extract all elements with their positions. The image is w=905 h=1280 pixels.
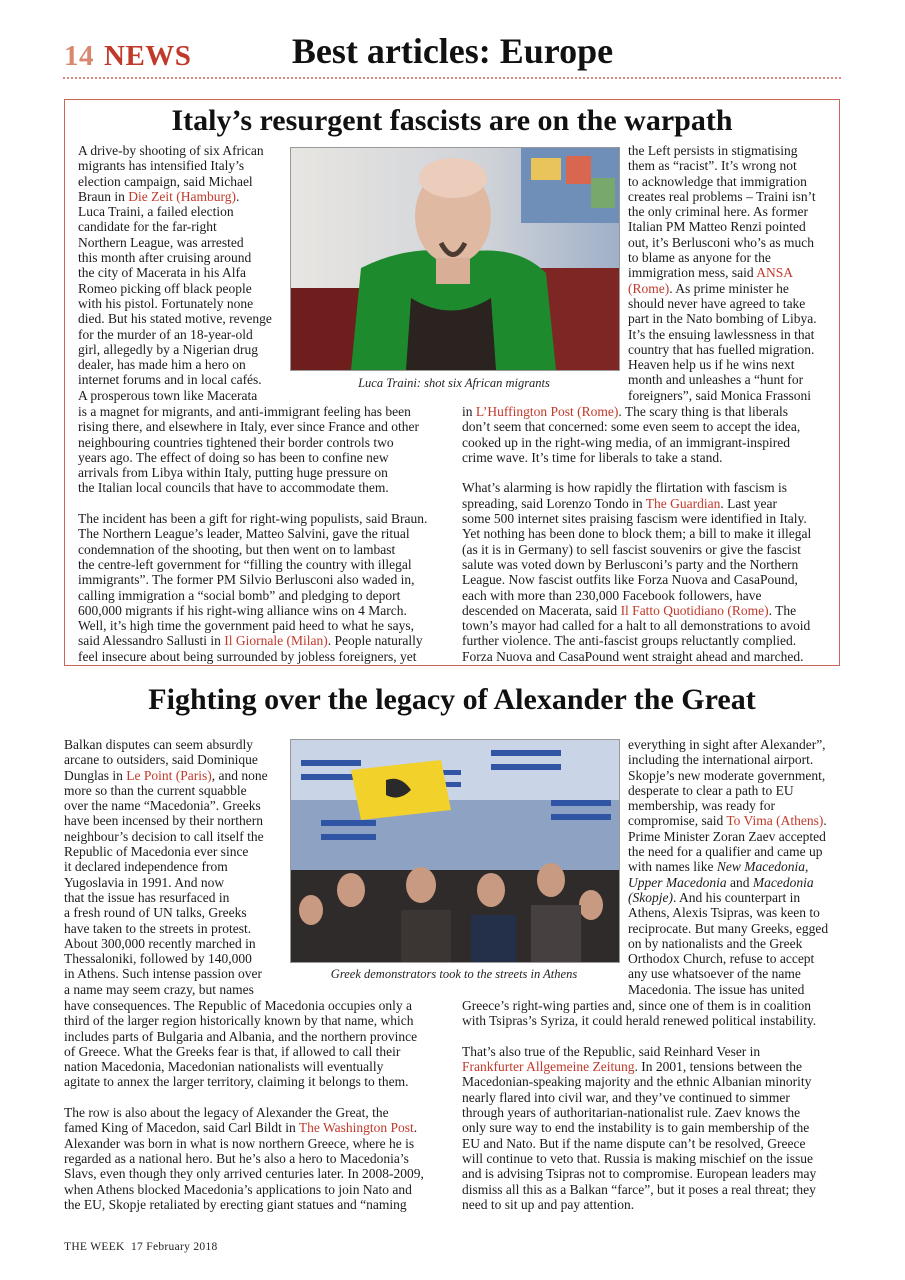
text-line: Slavs, even though they only arrived centuries later. In 2008-2009, [64, 1166, 424, 1182]
article2-photo-graphic [291, 740, 619, 962]
text-line: Greece’s right-wing parties and, since one of them is in coalition [462, 998, 812, 1013]
text-line: through years of authoritarian-nationalist rule. Zaev knows the [462, 1105, 801, 1121]
text-line: regarded as a national hero. But he’s also a hero to Macedonia’s [64, 1150, 409, 1166]
publication-link: The Guardian [645, 495, 721, 511]
text-line: Braun in Die Zeit (Hamburg). [78, 188, 240, 204]
text-line: famed King of Macedon, said Carl Bildt in The Washington Post. [64, 1120, 418, 1136]
text-line: the city of Macerata in his Alfa [78, 265, 246, 281]
article1-left-narrow [78, 143, 288, 403]
text-line: salute was voted down by Berlusconi’s party and the Northern [462, 556, 799, 572]
text-line: have consequences. The Republic of Macedonia occupies only a [64, 998, 413, 1013]
article1-photo-caption: Luca Traini: shot six African migrants [358, 376, 550, 390]
article2-headline: Fighting over the legacy of Alexander the Great [148, 683, 756, 716]
article2-left-wide [64, 998, 454, 1212]
text-line: on by nationalists and the Greek [628, 935, 803, 951]
text-line: with names like New Macedonia, [628, 859, 809, 875]
text-line: more so than the current squabble [64, 782, 247, 798]
text-line: month and unleashes a “hunt for [628, 372, 804, 388]
text-line: them as “racist”. It’s wrong not [628, 158, 797, 174]
text-line: Republic of Macedonia ever since [64, 844, 249, 860]
text-line: includes parts of Bulgaria and Albania, and the northern province [64, 1028, 418, 1044]
text-line: agitate to annex the larger territory, claiming it belongs to them. [64, 1074, 409, 1090]
text-line: cooked up in the right-wing media, of an immigrant-inspired [462, 434, 791, 450]
text-line: Well, it’s high time the government paid heed to what he says, [78, 618, 414, 634]
text-line: immigrants”. The former PM Silvio Berlusconi also waded in, [78, 572, 415, 588]
text-line: in Athens. Such intense passion over [64, 966, 262, 982]
text-line: League. Now fascist outfits like Forza Nuova and CasaPound, [462, 572, 798, 588]
text-line: desperate to clear a path to EU [628, 782, 794, 798]
section-label: NEWS [104, 40, 192, 72]
text-line: when Athens blocked Macedonia’s applications to join Nato and [64, 1181, 412, 1197]
text-line: condemnation of the shooting, but then went on to lambast [78, 541, 396, 557]
text-line: will continue to veto that. Russia is making mischief on the issue [462, 1150, 813, 1166]
header-divider [63, 77, 841, 79]
text-line: rising there, and elsewhere in Italy, ever since France and other [78, 419, 419, 435]
text-line: 600,000 migrants if his right-wing alliance wins on 4 March. [78, 602, 407, 618]
text-line: election campaign, said Michael [78, 173, 253, 189]
text-line: nearly flared into civil war, and they’ve continued to simmer [462, 1089, 790, 1105]
publication-link: Die Zeit (Hamburg) [128, 188, 236, 204]
text-line: and is advising Tsipras not to compromise. European leaders may [462, 1166, 817, 1182]
text-line: internet forums and in local cafés. [78, 372, 262, 388]
text-line: Thessaloniki, followed by 140,000 [64, 951, 252, 967]
text-line: is a magnet for migrants, and anti-immigrant feeling has been [78, 404, 411, 419]
text-line: Athens, Alexis Tsipras, was keen to [628, 905, 820, 921]
text-line: Skopje’s new moderate government, [628, 767, 826, 783]
page-title: Best articles: Europe [291, 31, 614, 71]
article2-photo-caption: Greek demonstrators took to the streets in Athens [330, 967, 578, 981]
text-line: (Rome). As prime minister he [628, 280, 789, 296]
text-line: the EU, Skopje retaliated by erecting giant statues and “naming [64, 1196, 407, 1212]
text-line: crime wave. It’s time for liberals to take a stand. [462, 449, 723, 465]
text-line: out, it’s Berlusconi who’s as much [628, 234, 814, 250]
text-line: compromise, said To Vima (Athens). [628, 813, 827, 829]
text-line: the need for a qualifier and came up [628, 844, 823, 860]
text-line: Macedonian-speaking majority and the ethnic Albanian minority [462, 1074, 812, 1090]
text-line: Alexander was born in what is now northern Greece, where he is [64, 1135, 415, 1151]
article2-right-narrow [628, 737, 843, 997]
article2-photo [290, 739, 620, 963]
text-line: Italian PM Matteo Renzi pointed [628, 219, 806, 235]
publication-link: (Rome) [628, 280, 670, 296]
text-line: said Alessandro Sallusti in Il Giornale (Milan). People naturally [78, 633, 423, 649]
text-line: only sure way to end the instability is to gain membership of the [462, 1120, 810, 1136]
text-line: third of the larger region historically known by that name, which [64, 1013, 414, 1029]
text-line: calling immigration a “social bomb” and pledging to deport [78, 587, 401, 603]
page-number: 14 [64, 40, 94, 72]
article2-right-wide [462, 998, 842, 1212]
text-line: Luca Traini, a failed election [78, 204, 234, 220]
text-line: Upper Macedonia and Macedonia [628, 874, 814, 890]
text-line: died. But his stated motive, revenge [78, 311, 272, 327]
text-line: (as it is in Germany) to sell fascist souvenirs or give the fascist [462, 541, 801, 557]
text-line: that the issue has resurfaced in [64, 889, 230, 905]
article1-left-wide [78, 404, 453, 664]
article1-right-narrow [628, 143, 833, 403]
text-line: a fresh round of UN talks, Greeks [64, 905, 247, 921]
text-line: for the murder of an 18-year-old [78, 326, 253, 342]
text-line: any use whatsoever of the name [628, 966, 801, 982]
text-line: A drive-by shooting of six African [78, 143, 264, 158]
text-line: The Northern League’s leader, Matteo Salvini, gave the ritual [78, 526, 410, 542]
text-line: membership, was ready for [628, 798, 775, 814]
text-line: That’s also true of the Republic, said Reinhard Veser in [462, 1043, 761, 1059]
article2-left-narrow [64, 737, 286, 997]
text-line: Northern League, was arrested [78, 234, 244, 250]
publication-link: Frankfurter Allgemeine Zeitung [462, 1059, 635, 1075]
text-line: everything in sight after Alexander”, [628, 737, 826, 752]
text-line: It’s the ensuing lawlessness in that [628, 326, 815, 342]
text-line: spreading, said Lorenzo Tondo in The Guardian. Last year [462, 495, 777, 511]
text-line: with his pistol. Fortunately none [78, 295, 254, 311]
article1-right-wide [462, 404, 837, 664]
text-line: The row is also about the legacy of Alexander the Great, the [64, 1105, 389, 1121]
text-line: candidate for the far-right [78, 219, 217, 235]
text-line: Dunglas in Le Point (Paris), and none [64, 767, 268, 783]
publication-link: Il Giornale (Milan) [224, 633, 328, 649]
text-line: feel insecure about being surrounded by jobless foreigners, yet [78, 648, 417, 664]
text-line: Frankfurter Allgemeine Zeitung. In 2001, tensions between the [462, 1059, 803, 1075]
text-line: Yet nothing has been done to block them; a bill to make it illegal [462, 526, 812, 542]
text-line: the Italian local councils that have to accommodate them. [78, 480, 389, 496]
text-line: EU and Nato. But if the name dispute can’t be resolved, Greece [462, 1135, 806, 1151]
text-line: Forza Nuova and CasaPound went straight ahead and marched. [462, 648, 804, 664]
text-line: part in the Nato bombing of Libya. [628, 311, 817, 327]
text-line: descended on Macerata, said Il Fatto Quotidiano (Rome). The [462, 602, 797, 618]
text-line: neighbour’s decision to call itself the [64, 828, 264, 844]
publication-link: The Washington Post [298, 1120, 414, 1136]
text-line: country that has fuelled migration. [628, 341, 815, 357]
text-line: including the international airport. [628, 752, 814, 768]
text-line: Yugoslavia in 1991. And now [64, 874, 225, 890]
footer-issue-date: THE WEEK 17 February 2018 [64, 1241, 218, 1253]
text-line: have taken to the streets in protest. [64, 920, 252, 936]
text-line: to acknowledge that immigration [628, 173, 807, 189]
publication-link: ANSA [756, 265, 794, 281]
text-line: reciprocate. But many Greeks, egged [628, 920, 829, 936]
text-line: neighbouring countries tightened their border controls two [78, 434, 394, 450]
text-line: foreigners”, said Monica Frassoni [628, 387, 811, 403]
article1-photo-graphic [291, 148, 619, 370]
text-line: with Tsipras’s Syriza, it could herald renewed political instability. [462, 1013, 817, 1029]
text-line: Balkan disputes can seem absurdly [64, 737, 253, 752]
text-line: immigration mess, said ANSA [628, 265, 794, 281]
publication-link: Il Fatto Quotidiano (Rome) [620, 602, 769, 618]
text-line: it declared independence from [64, 859, 228, 875]
text-line: Heaven help us if he wins next [628, 357, 795, 373]
text-line: girl, allegedly by a Nigerian drug [78, 341, 258, 357]
text-line: dismiss all this as a Balkan “farce”, but it poses a real threat; they [462, 1181, 816, 1197]
text-line: Orthodox Church, refuse to accept [628, 951, 815, 967]
text-line: About 300,000 recently marched in [64, 935, 256, 951]
article1-photo [290, 147, 620, 371]
text-line: each with more than 230,000 Facebook followers, have [462, 587, 762, 603]
text-line: some 500 internet sites praising fascism were identified in Italy. [462, 511, 807, 527]
text-line: dealer, has made him a hero on [78, 357, 246, 373]
article1-headline: Italy’s resurgent fascists are on the warpath [171, 104, 733, 137]
text-line: need to sit up and pay attention. [462, 1196, 635, 1212]
text-line: town’s mayor had called for a halt to all demonstrations to avoid [462, 618, 811, 634]
text-line: over the name “Macedonia”. Greeks [64, 798, 261, 814]
text-line: of Greece. What the Greeks fear is that, if allowed to call their [64, 1043, 401, 1059]
text-line: to blame as anyone for the [628, 250, 771, 266]
text-line: a name may seem crazy, but names [64, 981, 254, 997]
text-line: What’s alarming is how rapidly the flirtation with fascism is [462, 480, 788, 496]
text-line: arrivals from Libya within Italy, putting huge pressure on [78, 465, 388, 481]
text-line: migrants has intensified Italy’s [78, 158, 245, 174]
text-line: Romeo picking off black people [78, 280, 252, 296]
text-line: The incident has been a gift for right-wing populists, said Braun. [78, 511, 428, 527]
text-line: Macedonia. The issue has united [628, 981, 805, 997]
text-line: years ago. The effect of doing so has been to confine new [78, 449, 389, 465]
text-line: nation Macedonia, Macedonian nationalists will eventually [64, 1059, 384, 1075]
text-line: in L’Huffington Post (Rome). The scary thing is that liberals [462, 404, 788, 419]
publication-link: To Vima (Athens) [726, 813, 824, 829]
text-line: arcane to outsiders, said Dominique [64, 752, 258, 768]
text-line: (Skopje). And his counterpart in [628, 889, 801, 905]
text-line: this month after cruising around [78, 250, 252, 266]
text-line: don’t seem that concerned: some even seem to accept the idea, [462, 419, 801, 435]
text-line: creates real problems – Traini isn’t [628, 188, 816, 204]
text-line: the Left persists in stigmatising [628, 143, 798, 158]
text-line: the only criminal here. As former [628, 204, 808, 220]
publication-link: Le Point (Paris) [126, 767, 212, 783]
text-line: further violence. The anti-fascist groups reluctantly complied. [462, 633, 797, 649]
text-line: Prime Minister Zoran Zaev accepted [628, 828, 826, 844]
text-line: have been incensed by their northern [64, 813, 264, 829]
publication-link: L’Huffington Post (Rome) [475, 404, 619, 419]
text-line: A prosperous town like Macerata [78, 387, 258, 403]
text-line: should never have agreed to take [628, 295, 806, 311]
text-line: the centre-left government for “filling the country with illegal [78, 556, 412, 572]
